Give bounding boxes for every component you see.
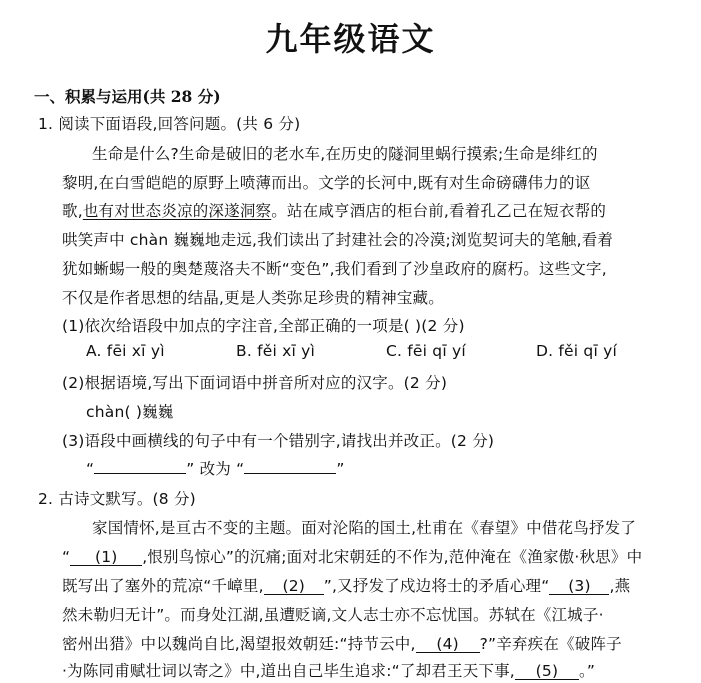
blank-2[interactable]: (2)	[264, 579, 324, 595]
question-2-stem: 2. 古诗文默写。(8 分)	[38, 490, 196, 508]
option-b[interactable]: B. fěi xī yì	[236, 342, 315, 360]
poem-line-6: ·为陈同甫赋壮词以寄之》中,道出自己毕生追求:“了却君王天下事, (5) 。”	[62, 662, 596, 680]
sub-question-3: (3)语段中画横线的句子中有一个错别字,请找出并改正。(2 分)	[62, 432, 495, 450]
sub-question-2: (2)根据语境,写出下面词语中拼音所对应的汉字。(2 分)	[62, 374, 448, 392]
passage-line-6: 不仅是作者思想的结晶,更是人类弥足珍贵的精神宝藏。	[62, 289, 444, 307]
blank-1[interactable]: (1)	[70, 550, 142, 566]
correct-char-blank[interactable]	[244, 473, 336, 474]
underlined-sentence: 也有对世态炎凉的深遂洞察	[82, 202, 272, 220]
blank-3[interactable]: (3)	[549, 579, 609, 595]
option-c[interactable]: C. fēi qī yí	[386, 342, 466, 360]
option-a[interactable]: A. fēi xī yì	[86, 342, 165, 360]
passage-line-1: 生命是什么?生命是破旧的老水车,在历史的隧洞里蜗行摸索;生命是绯红的	[92, 145, 598, 163]
blank-5[interactable]: (5)	[515, 664, 579, 680]
poem-line-2: “ (1) ,恨别鸟惊心”的沉痛;面对北宋朝廷的不作为,范仲淹在《渔家傲·秋思》中	[62, 548, 643, 566]
correction-answer: “ ” 改为 “ ”	[86, 460, 345, 478]
answer-options	[86, 342, 617, 360]
section-heading: 一、积累与运用(共 28 分)	[34, 87, 221, 106]
wrong-char-blank[interactable]	[94, 473, 186, 474]
sub-question-1: (1)依次给语段中加点的字注音,全部正确的一项是( )(2 分)	[62, 317, 465, 335]
poem-line-3: 既写出了塞外的荒凉“千嶂里, (2) ”,又抒发了戍边将士的矛盾心理“ (3) ,燕	[62, 577, 631, 595]
pinyin-blank[interactable]: )巍巍	[130, 403, 174, 421]
option-d[interactable]: D. fěi qī yí	[536, 342, 617, 360]
question-1-stem: 1. 阅读下面语段,回答问题。(共 6 分)	[38, 115, 301, 133]
passage-line-4: 哄笑声中 chàn 巍巍地走远,我们读出了封建社会的冷漠;浏览契诃夫的笔触,看着	[62, 231, 614, 249]
pinyin-answer: chàn( )巍巍	[86, 403, 174, 421]
poem-line-1: 家国情怀,是亘古不变的主题。面对沦陷的国土,杜甫在《春望》中借花鸟抒发了	[92, 519, 637, 537]
blank-4[interactable]: (4)	[416, 637, 480, 653]
page-title: 九年级语文	[265, 20, 436, 58]
passage-line-5: 犹如蜥蜴一般的奥楚蔑洛夫不断“变色”,我们看到了沙皇政府的腐朽。这些文字,	[62, 260, 607, 278]
poem-line-4: 然未勒归无计”。而身处江湖,虽遭贬谪,文人志士亦不忘忧国。苏轼在《江城子·	[62, 606, 604, 624]
passage-line-3: 歌,也有对世态炎凉的深遂洞察。站在咸亨酒店的柜台前,看着孔乙己在短衣帮的	[62, 202, 607, 220]
poem-line-5: 密州出猎》中以魏尚自比,渴望报效朝廷:“持节云中, (4) ?”辛弃疾在《破阵子	[62, 635, 622, 653]
passage-line-2: 黎明,在白雪皑皑的原野上喷薄而出。文学的长河中,既有对生命磅礴伟力的讴	[62, 174, 591, 192]
